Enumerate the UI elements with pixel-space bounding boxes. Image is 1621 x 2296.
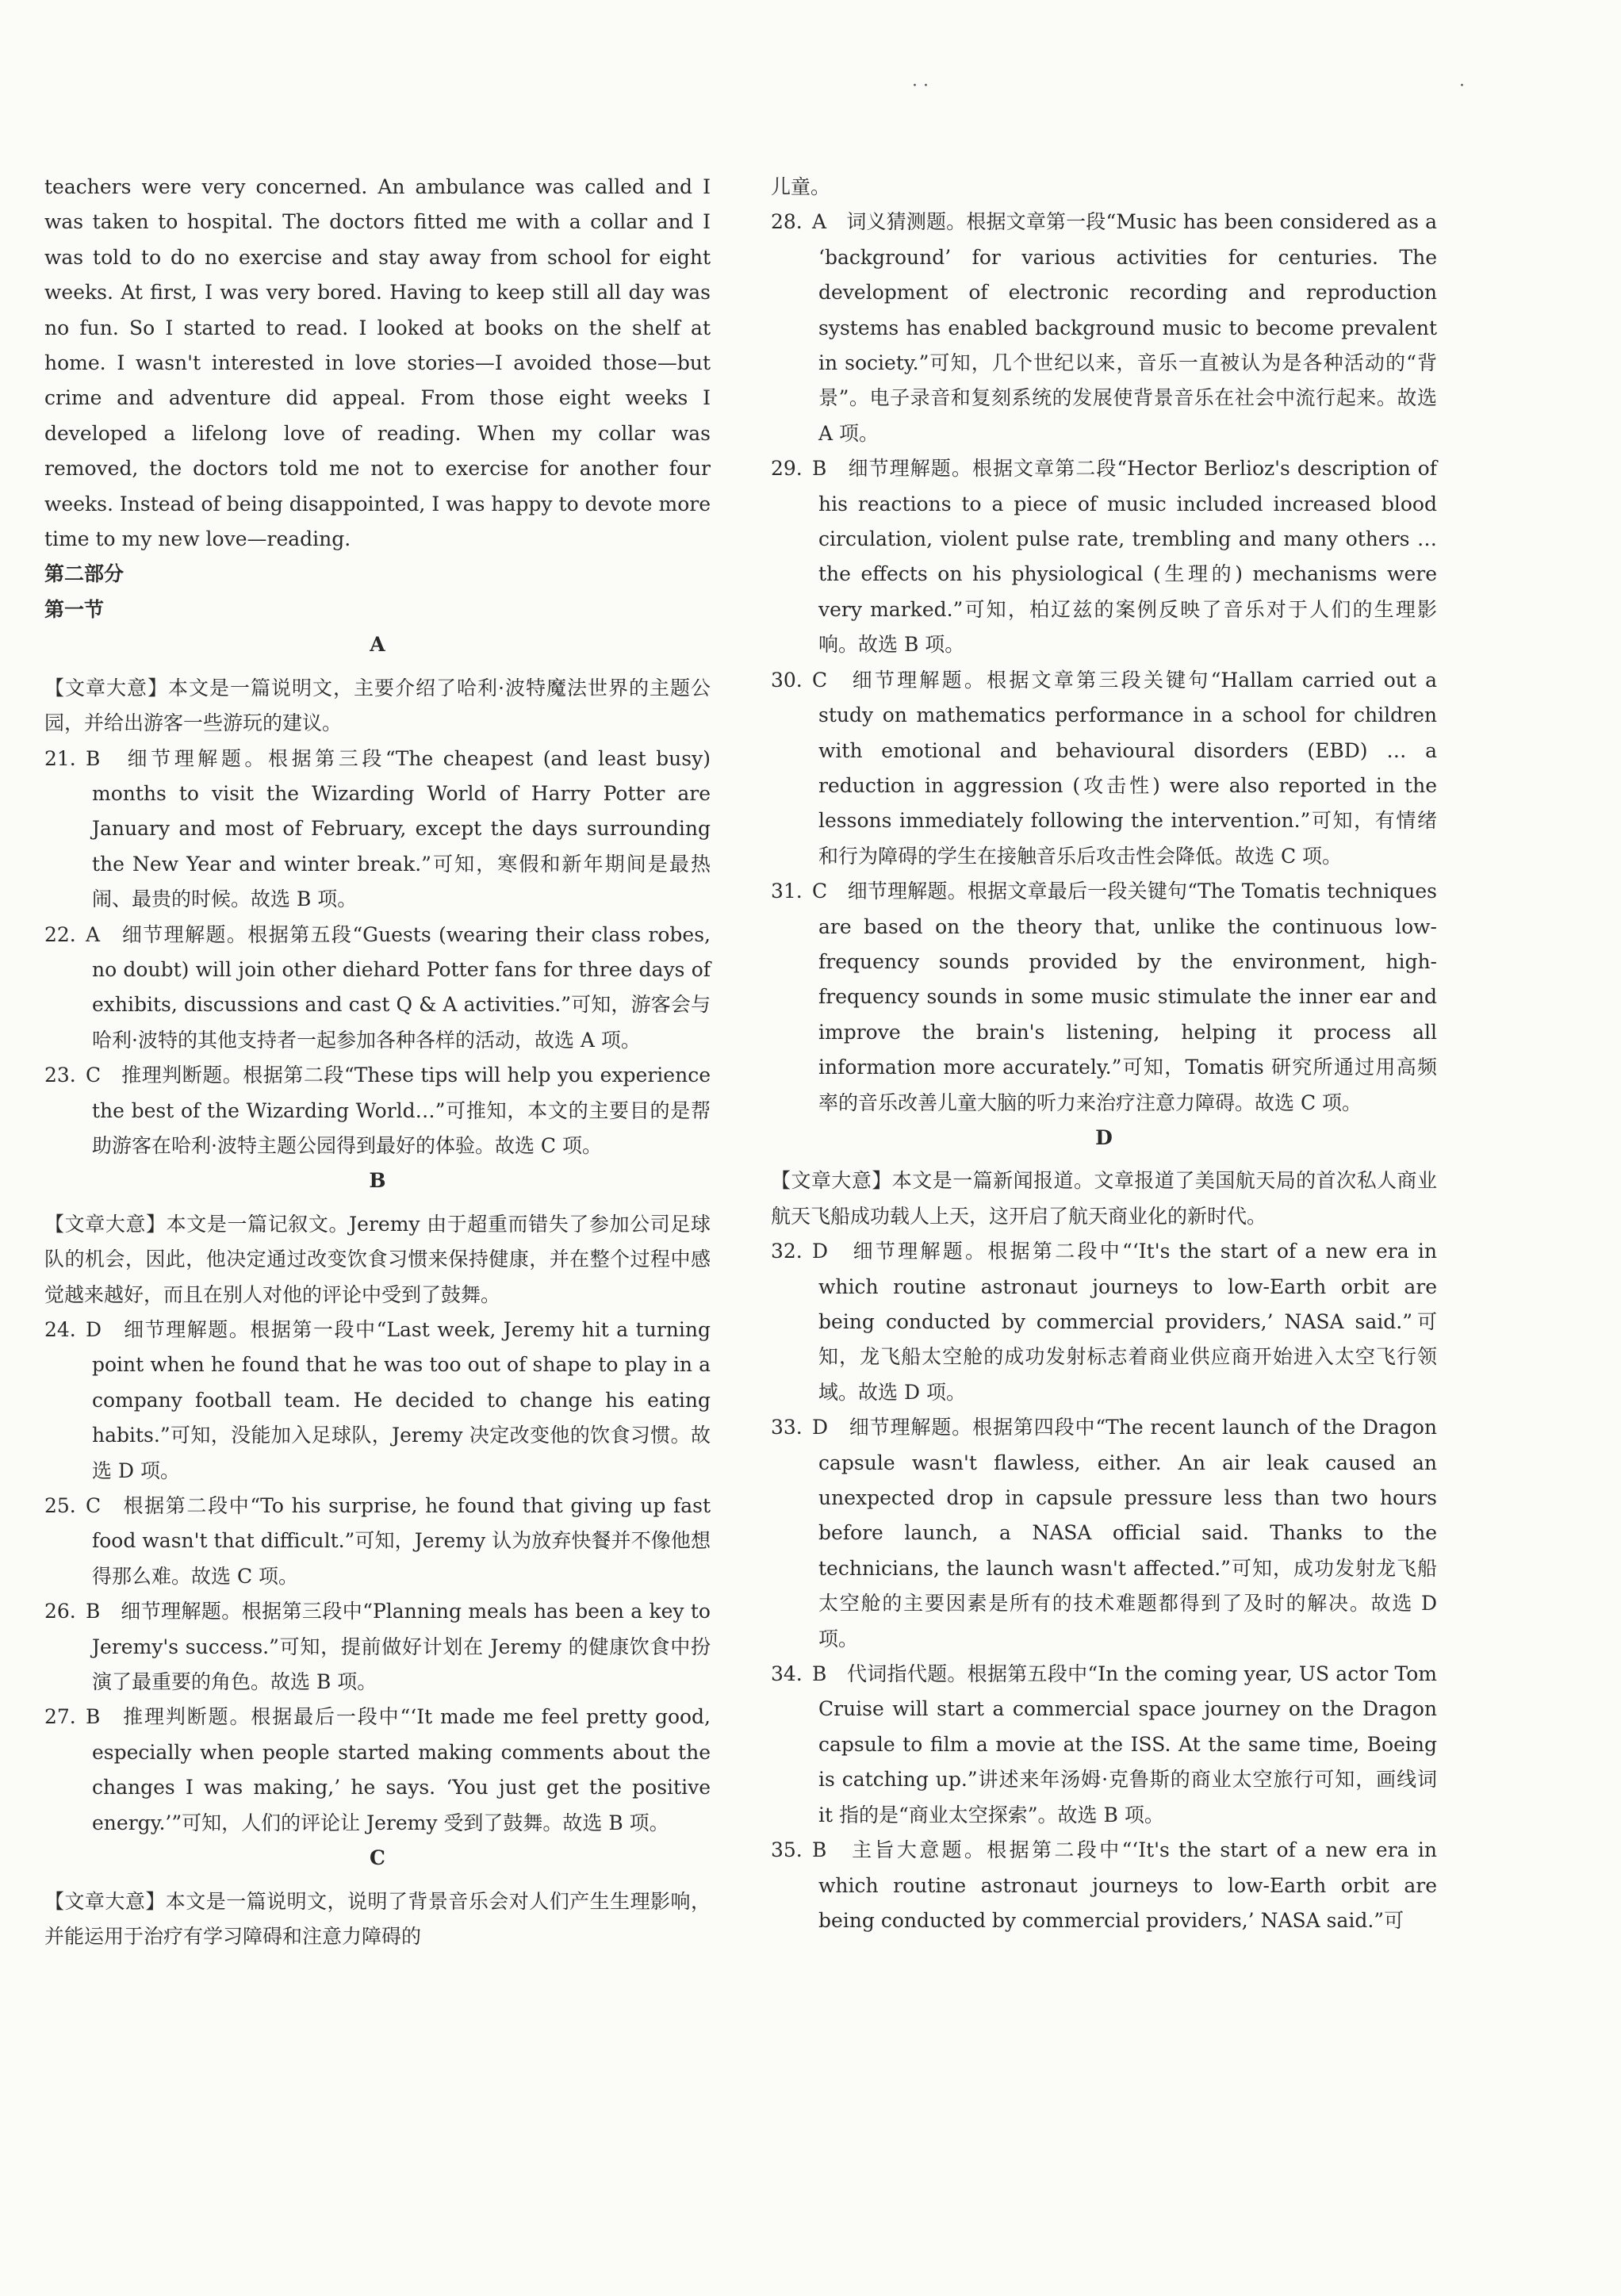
summary-b: 【文章大意】本文是一篇记叙文。Jeremy 由于超重而错失了参加公司足球队的机会，因此，他决定通过改变饮食习惯来保持健康，并在整个过程中感觉越来越好，而且在别人对他的评论中受到了鼓舞。 (44, 1212, 711, 1306)
summary-d: 【文章大意】本文是一篇新闻报道。文章报道了美国航天局的首次私人商业航天飞船成功载人上天，这开启了航天商业化的新时代。 (771, 1169, 1437, 1228)
summary-c: 【文章大意】本文是一篇说明文，说明了背景音乐会对人们产生生理影响，并能运用于治疗有学习障碍和注意力障碍的 (44, 1889, 711, 1948)
answer-item: 30. C 细节理解题。根据文章第三段关键句“Hallam carried out a study on mathematics performance in a school for children with emotional and behavioural disorders (EBD) … a reduction in aggression (攻击性) were also reported in the lessons immediately following the intervention.”可知，有情绪和行为障碍的学生在接触音乐后攻击性会降低。故选 C 项。 (771, 668, 1437, 868)
part-heading: 第二部分 (44, 562, 125, 586)
passage-letter-b: B (369, 1169, 386, 1193)
answer-item: 35. B 主旨大意题。根据第二段中“‘It's the start of a new era in which routine astronaut journeys to low-Earth orbit are being conducted by commercial providers,’ NASA said.”可 (771, 1838, 1437, 1932)
answer-item: 25. C 根据第二段中“To his surprise, he found that giving up fast food wasn't that difficult.”可知，Jeremy 认为放弃快餐并不像他想得那么难。故选 C 项。 (44, 1494, 711, 1588)
summary-c-continuation: 儿童。 (771, 175, 831, 198)
answer-item: 32. D 细节理解题。根据第二段中“‘It's the start of a new era in which routine astronaut journeys to low-Earth orbit are being conducted by commercial providers,’ NASA said.”可知，龙飞船太空舱的成功发射标志着商业供应商开始进入太空飞行领域。故选 D 项。 (771, 1240, 1437, 1404)
scan-mark: · · (912, 76, 929, 96)
answer-item: 26. B 细节理解题。根据第三段中“Planning meals has been a key to Jeremy's success.”可知，提前做好计划在 Jeremy 的健康饮食中扮演了最重要的角色。故选 B 项。 (44, 1600, 711, 1694)
passage-letter-a: A (370, 633, 385, 657)
answer-item: 34. B 代词指代题。根据第五段中“In the coming year, US actor Tom Cruise will start a commercial space journey on the Dragon capsule to film a movie at the ISS. At the same time, Boeing is catching up.”讲述来年汤姆·克鲁斯的商业太空旅行可知，画线词 it 指的是“商业太空探索”。故选 B 项。 (771, 1662, 1437, 1826)
summary-a: 【文章大意】本文是一篇说明文，主要介绍了哈利·波特魔法世界的主题公园，并给出游客一些游玩的建议。 (44, 676, 711, 735)
answer-item: 24. D 细节理解题。根据第一段中“Last week, Jeremy hit a turning point when he found that he was too out of shape to play in a company football team. He decided to change his eating habits.”可知，没能加入足球队，Jeremy 决定改变他的饮食习惯。故选 D 项。 (44, 1318, 711, 1482)
answer-item: 27. B 推理判断题。根据最后一段中“‘It made me feel pretty good, especially when people started making comments about the changes I was making,’ he says. ‘You just get the positive energy.’”可知，人们的评论让 Jeremy 受到了鼓舞。故选 B 项。 (44, 1705, 711, 1834)
answer-item: 29. B 细节理解题。根据文章第二段“Hector Berlioz's description of his reactions to a piece of music included increased blood circulation, violent pulse rate, trembling and many others … the effects on his physiological (生理的) mechanisms were very marked.”可知，柏辽兹的案例反映了音乐对于人们的生理影响。故选 B 项。 (771, 457, 1437, 657)
passage-letter-c: C (370, 1846, 385, 1870)
passage-letter-d: D (1095, 1125, 1113, 1149)
left-column (44, 170, 711, 1954)
right-column (771, 170, 1437, 1938)
section-heading: 第一节 (44, 597, 105, 621)
answer-item: 31. C 细节理解题。根据文章最后一段关键句“The Tomatis techniques are based on the theory that, unlike the continuous low-frequency sounds provided by the environment, high-frequency sounds in some music stimulate the inner ear and improve the brain's listening, helping it process all information more accurately.”可知，Tomatis 研究所通过用高频率的音乐改善儿童大脑的听力来治疗注意力障碍。故选 C 项。 (771, 880, 1437, 1114)
answer-item: 21. B 细节理解题。根据第三段“The cheapest (and least busy) months to visit the Wizarding World of Harry Potter are January and most of February, except the days surrounding the New Year and winter break.”可知，寒假和新年期间是最热闹、最贵的时候。故选 B 项。 (44, 746, 711, 911)
scan-mark: · (1459, 76, 1465, 96)
passage-continuation: teachers were very concerned. An ambulance was called and I was taken to hospital. The doctors fitted me with a collar and I was told to do no exercise and stay away from school for eight weeks. At first, I was very bored. Having to keep still all day was no fun. So I started to read. I looked at books on the shelf at home. I wasn't interested in love stories—I avoided those—but crime and adventure did appeal. From those eight weeks I developed a lifelong love of reading. When my collar was removed, the doctors told me not to exercise for another four weeks. Instead of being disappointed, I was happy to devote more time to my new love—reading. (44, 175, 711, 551)
answer-item: 23. C 推理判断题。根据第二段“These tips will help you experience the best of the Wizarding World…”可推知，本文的主要目的是帮助游客在哈利·波特主题公园得到最好的体验。故选 C 项。 (44, 1064, 711, 1157)
answer-item: 28. A 词义猜测题。根据文章第一段“Music has been considered as a ‘background’ for various activities for centuries. The development of electronic recording and reproduction systems has enabled background music to become prevalent in society.”可知，几个世纪以来，音乐一直被认为是各种活动的“背景”。电子录音和复刻系统的发展使背景音乐在社会中流行起来。故选 A 项。 (771, 210, 1437, 445)
answer-item: 22. A 细节理解题。根据第五段“Guests (wearing their class robes, no doubt) will join other diehard Potter fans for three days of exhibits, discussions and cast Q & A activities.”可知，游客会与哈利·波特的其他支持者一起参加各种各样的活动，故选 A 项。 (44, 922, 711, 1052)
answer-item: 33. D 细节理解题。根据第四段中“The recent launch of the Dragon capsule wasn't flawless, either. An air leak caused an unexpected drop in capsule pressure less than two hours before launch, a NASA official said. Thanks to the technicians, the launch wasn't affected.”可知，成功发射龙飞船太空舱的主要因素是所有的技术难题都得到了及时的解决。故选 D 项。 (771, 1416, 1437, 1650)
